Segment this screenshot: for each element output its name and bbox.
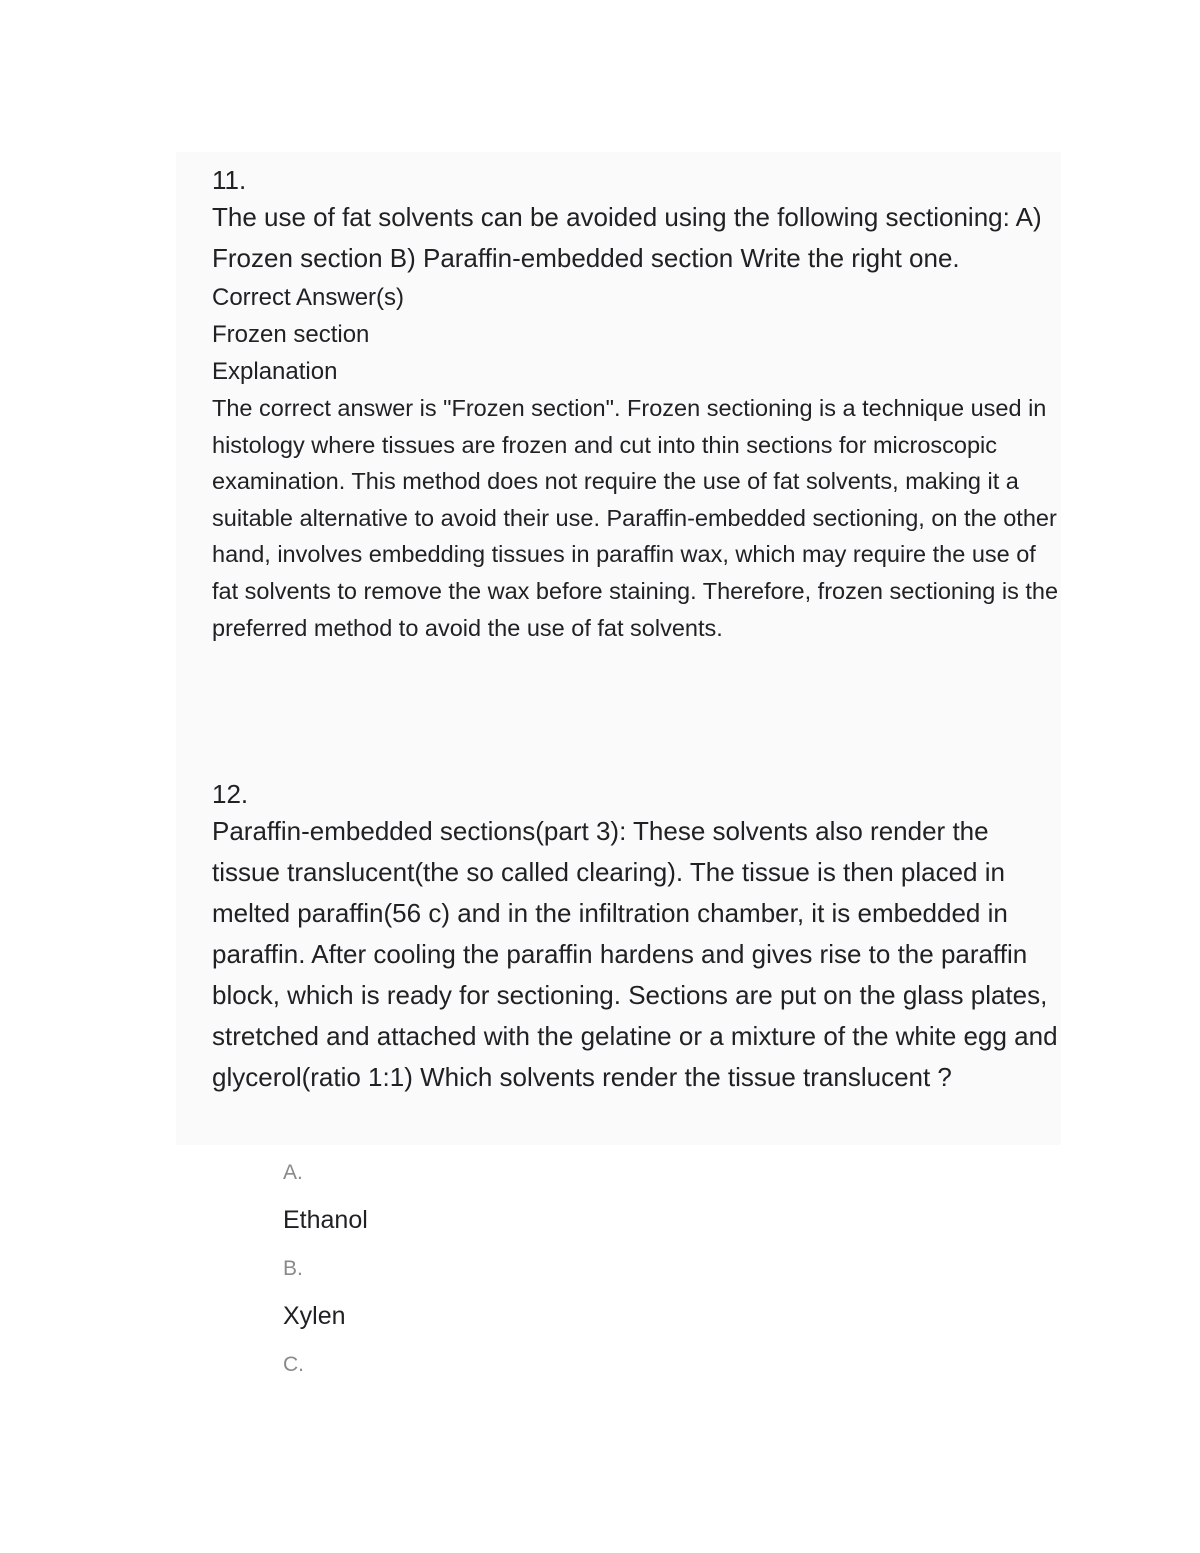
correct-answer-value: Frozen section bbox=[212, 321, 370, 348]
question-11 bbox=[212, 163, 1062, 646]
question-12 bbox=[212, 777, 1062, 1098]
option-c[interactable] bbox=[283, 1348, 883, 1382]
option-letter: C. bbox=[283, 1353, 304, 1376]
explanation-label: Explanation bbox=[212, 358, 338, 385]
explanation-text: The correct answer is "Frozen section". Frozen sectioning is a technique used in histology where tissues are frozen and cut into thin sections for microscopic examination. This method does not require the use of fat solvents, making it a suitable alternative to avoid their use. Paraffin-embedded sectioning, on the other hand, involves embedding tissues in paraffin wax, which may require the use of fat solvents to remove the wax before staining. Therefore, frozen sectioning is the preferred method to avoid the use of fat solvents. bbox=[212, 395, 1059, 641]
option-letter: A. bbox=[283, 1161, 303, 1184]
option-a[interactable] bbox=[283, 1156, 883, 1238]
question-number: 12. bbox=[212, 779, 249, 809]
question-text: Paraffin-embedded sections(part 3): These solvents also render the tissue translucent(the so called clearing). The tissue is then placed in melted paraffin(56 c) and in the infiltration chamber, it is embedded in paraffin. After cooling the paraffin hardens and gives rise to the paraffin block, which is ready for sectioning. Sections are put on the glass plates, stretched and attached with the gelatine or a mixture of the white egg and glycerol(ratio 1:1) Which solvents render the tissue translucent ? bbox=[212, 816, 1058, 1092]
answer-options bbox=[283, 1156, 883, 1382]
option-text: Xylen bbox=[283, 1302, 346, 1330]
question-number: 11. bbox=[212, 165, 247, 195]
question-text: The use of fat solvents can be avoided using the following sectioning: A) Frozen section B) Paraffin-embedded section Write the right one. bbox=[212, 202, 1042, 273]
option-letter: B. bbox=[283, 1257, 303, 1280]
correct-answer-label: Correct Answer(s) bbox=[212, 284, 405, 311]
option-text: Ethanol bbox=[283, 1206, 368, 1234]
option-b[interactable] bbox=[283, 1252, 883, 1334]
